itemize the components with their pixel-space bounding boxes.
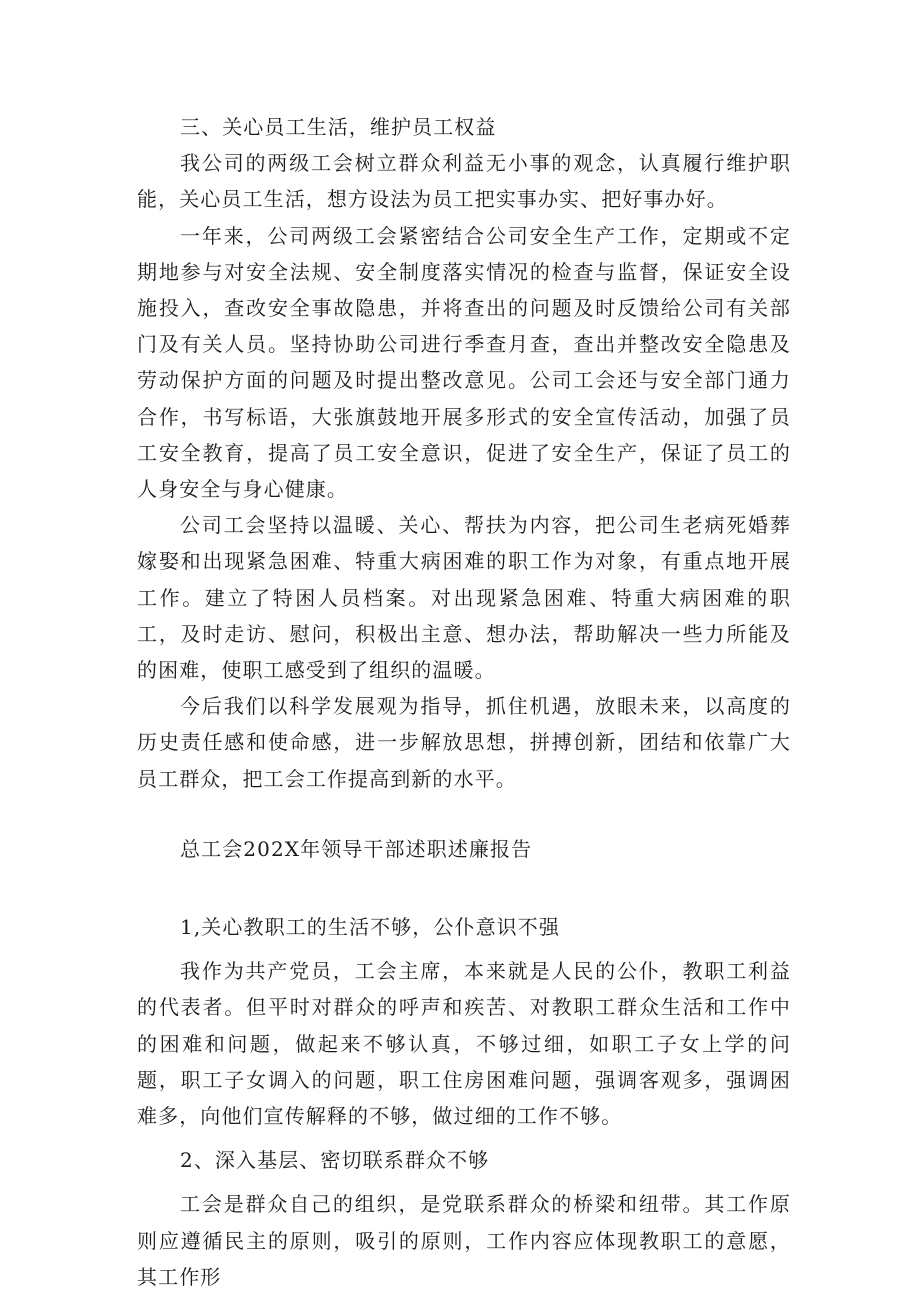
section-heading: 三、关心员工生活，维护员工权益 [180, 115, 497, 139]
body-paragraph: 我作为共产党员，工会主席，本来就是人民的公仆，教职工利益的代表者。但平时对群众的呼声和疾苦、对教职工群众生活和工作中的困难和问题，做起来不够认真，不够过细，如职工子女上学的问题，职工子女调入的问题，职工住房困难问题，强调客观多，强调困难多，向他们宣传解释的不够，做过细的工作不够。 [137, 959, 791, 1129]
item-heading: 1,关心教职工的生活不够，公仆意识不强 [180, 915, 560, 940]
document-title: 总工会202X年领导干部述职述廉报告 [180, 836, 533, 861]
document-body [137, 109, 791, 1295]
body-paragraph: 今后我们以科学发展观为指导，抓住机遇，放眼未来，以高度的历史责任感和使命感，进一步解放思想，拼搏创新，团结和依靠广大员工群众，把工会工作提高到新的水平。 [137, 694, 791, 791]
body-paragraph: 一年来，公司两级工会紧密结合公司安全生产工作，定期或不定期地参与对安全法规、安全制度落实情况的检查与监督，保证安全设施投入，查改安全事故隐患，并将查出的问题及时反馈给公司有关部门及有关人员。坚持协助公司进行季查月查，查出并整改安全隐患及劳动保护方面的问题及时提出整改意见。公司工会还与安全部门通力合作，书写标语，大张旗鼓地开展多形式的安全宣传活动，加强了员工安全教育，提高了员工安全意识，促进了安全生产，保证了员工的人身安全与身心健康。 [137, 223, 791, 502]
item-heading: 2、深入基层、密切联系群众不够 [180, 1148, 490, 1173]
body-paragraph: 工会是群众自己的组织，是党联系群众的桥梁和纽带。其工作原则应遵循民主的原则，吸引的原则，工作内容应体现教职工的意愿，其工作形 [137, 1192, 791, 1289]
body-paragraph: 我公司的两级工会树立群众利益无小事的观念，认真履行维护职能，关心员工生活，想方设法为员工把实事办实、把好事办好。 [137, 151, 791, 212]
body-paragraph: 公司工会坚持以温暖、关心、帮扶为内容，把公司生老病死婚葬嫁娶和出现紧急困难、特重大病困难的职工作为对象，有重点地开展工作。建立了特困人员档案。对出现紧急困难、特重大病困难的职工，及时走访、慰问，积极出主意、想办法，帮助解决一些力所能及的困难，使职工感受到了组织的温暖。 [137, 513, 791, 683]
